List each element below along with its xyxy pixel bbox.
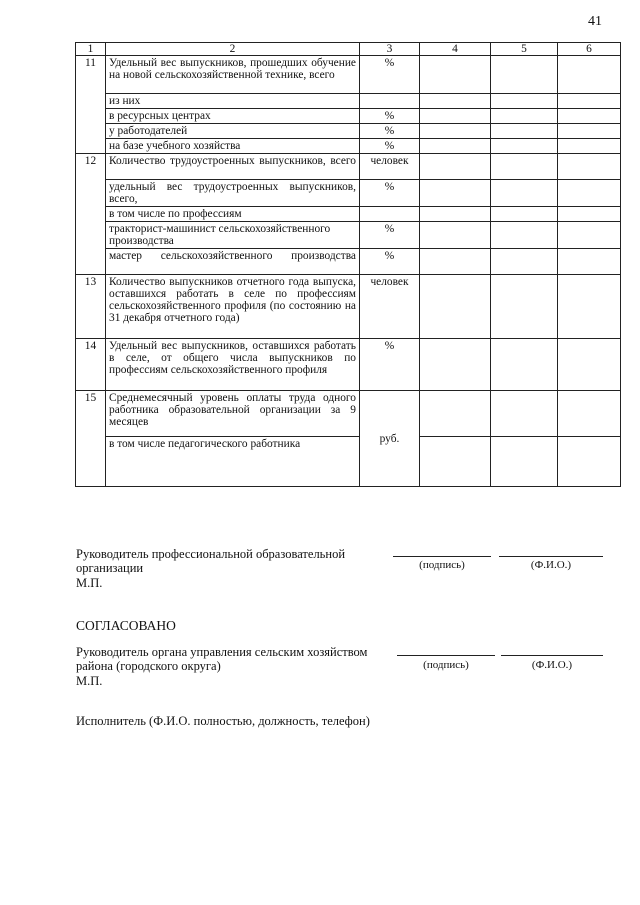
data-cell [491,109,558,124]
col-header: 6 [558,43,621,56]
data-cell [558,94,621,109]
stamp-place-1: М.П. [76,576,103,590]
table-row [76,437,621,487]
executor-label: Исполнитель (Ф.И.О. полностью, должность, телефон) [76,714,370,728]
row-number: 14 [76,339,106,391]
col-header: 3 [360,43,420,56]
row-text: Количество трудоустроенных выпускников, всего [106,154,360,180]
data-cell [491,339,558,391]
col-header: 5 [491,43,558,56]
report-table [75,42,621,487]
fio-line [501,655,603,656]
data-cell [558,249,621,275]
page-number: 41 [588,14,602,29]
signature-caption: (подпись) [419,559,465,571]
row-text: Удельный вес выпускников, прошедших обучение на новой сельскохозяйственной технике, всего [106,56,360,94]
row-number: 12 [76,154,106,275]
data-cell [420,139,491,154]
data-cell [558,437,621,487]
data-cell [491,391,558,437]
data-cell [420,207,491,222]
signature-line [393,556,491,557]
data-cell [420,339,491,391]
data-cell [558,339,621,391]
data-cell [420,391,491,437]
row-unit [360,207,420,222]
row-text: в том числе педагогического работника [106,437,360,487]
stamp-place-2: М.П. [76,674,103,688]
table-header-row [76,43,621,56]
data-cell [558,154,621,180]
row-unit: руб. [360,391,420,487]
signature-line [397,655,495,656]
data-cell [491,56,558,94]
table-row [76,222,621,249]
table-row [76,124,621,139]
table-row [76,275,621,339]
agreed-heading: СОГЛАСОВАНО [76,618,176,633]
data-cell [420,249,491,275]
row-unit: человек [360,275,420,339]
data-cell [420,154,491,180]
data-cell [558,222,621,249]
row-text: из них [106,94,360,109]
table-row [76,109,621,124]
fio-caption: (Ф.И.О.) [530,559,572,571]
data-cell [558,109,621,124]
head-agency-label: Руководитель органа управления сельским хозяйством района (городского округа) [76,645,368,673]
row-text: в том числе по профессиям [106,207,360,222]
data-cell [491,275,558,339]
col-header: 2 [106,43,360,56]
fio-caption: (Ф.И.О.) [531,659,573,671]
data-cell [420,180,491,207]
table-row [76,94,621,109]
row-number: 11 [76,56,106,154]
fio-line [499,556,603,557]
row-text: удельный вес трудоустроенных выпускников, всего, [106,180,360,207]
data-cell [420,275,491,339]
table-row [76,56,621,94]
data-cell [420,222,491,249]
row-unit: % [360,56,420,94]
table-row [76,207,621,222]
data-cell [491,139,558,154]
row-text: мастер сельскохозяйственного производства [106,249,360,275]
row-number: 15 [76,391,106,487]
row-number: 13 [76,275,106,339]
row-text: на базе учебного хозяйства [106,139,360,154]
data-cell [558,56,621,94]
data-cell [558,124,621,139]
data-cell [491,94,558,109]
data-cell [491,437,558,487]
data-cell [491,124,558,139]
row-unit: % [360,109,420,124]
data-cell [558,391,621,437]
data-cell [558,180,621,207]
data-cell [420,109,491,124]
data-cell [558,139,621,154]
row-unit: % [360,222,420,249]
row-text: Удельный вес выпускников, оставшихся работать в селе, от общего числа выпускников по профессиям сельскохозяйственного профиля [106,339,360,391]
data-cell [420,124,491,139]
col-header: 1 [76,43,106,56]
data-cell [558,275,621,339]
data-cell [491,180,558,207]
row-text: Количество выпускников отчетного года выпуска, оставшихся работать в селе по профессиям сельскохозяйственного профиля (по состоянию на 31 декабря отчетного года) [106,275,360,339]
data-cell [491,207,558,222]
table-row [76,154,621,180]
table-row [76,249,621,275]
col-header: 4 [420,43,491,56]
data-cell [491,249,558,275]
row-unit: % [360,180,420,207]
row-unit [360,94,420,109]
head-org-label: Руководитель профессиональной образовательной организации [76,547,346,575]
data-cell [491,154,558,180]
row-unit: человек [360,154,420,180]
table-row [76,391,621,437]
table-row [76,180,621,207]
data-cell [420,437,491,487]
data-cell [420,94,491,109]
row-unit: % [360,139,420,154]
row-text: Среднемесячный уровень оплаты труда одного работника образовательной организации за 9 месяцев [106,391,360,437]
data-cell [491,222,558,249]
data-cell [558,207,621,222]
row-unit: % [360,339,420,391]
row-text: у работодателей [106,124,360,139]
row-unit: % [360,249,420,275]
row-text: в ресурсных центрах [106,109,360,124]
table-row [76,339,621,391]
row-text: тракторист-машинист сельскохозяйственного производства [106,222,360,249]
table-row [76,139,621,154]
data-cell [420,56,491,94]
signature-caption: (подпись) [423,659,469,671]
row-unit: % [360,124,420,139]
